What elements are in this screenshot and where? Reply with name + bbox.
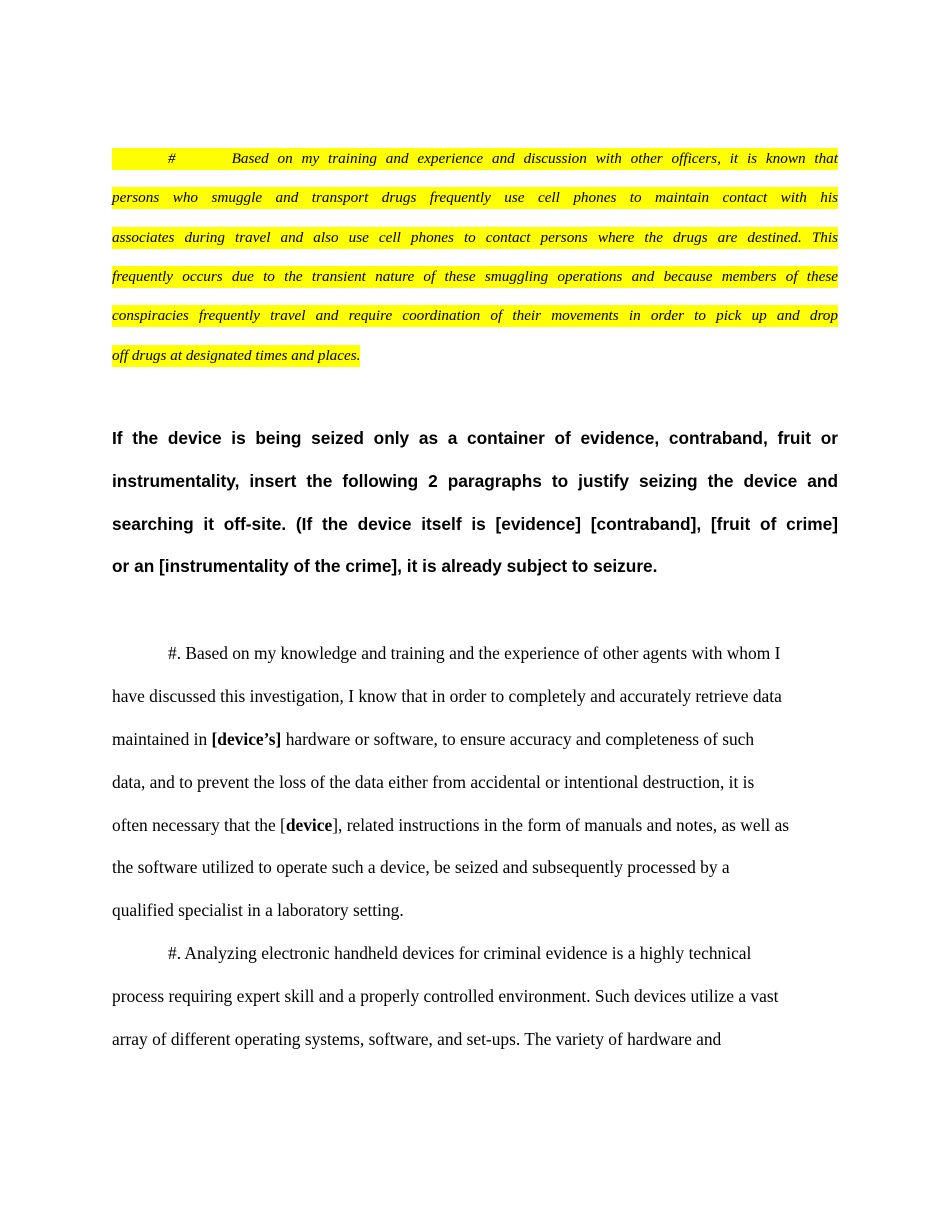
instruction-line-1: If the device is being seized only as a container of evidence, contraband, fruit or — [112, 428, 838, 448]
paragraph1-line-4: data, and to prevent the loss of the data either from accidental or intentional destruction, it is — [112, 772, 755, 792]
instruction-line-2: instrumentality, insert the following 2 paragraphs to justify seizing the device and — [112, 471, 838, 491]
paragraph2-line-1: #. Analyzing electronic handheld devices for criminal evidence is a highly technical — [168, 943, 752, 963]
paragraph-marker: # — [168, 150, 176, 167]
highlighted-line-2: persons who smuggle and transport drugs frequently use cell phones to maintain contact with his — [112, 187, 838, 209]
paragraph1-line-1: #. Based on my knowledge and training and the experience of other agents with whom I — [168, 643, 781, 663]
paragraph1-line-6: the software utilized to operate such a device, be seized and subsequently processed by a — [112, 857, 730, 877]
paragraph1-line-3: maintained in [device’s] hardware or software, to ensure accuracy and completeness of such — [112, 729, 755, 749]
highlighted-line-4: frequently occurs due to the transient nature of these smuggling operations and because members of these — [112, 266, 838, 288]
paragraph2-line-3: array of different operating systems, software, and set-ups. The variety of hardware and — [112, 1029, 722, 1049]
device-placeholder: device — [285, 815, 333, 835]
device-placeholder: [device’s] — [211, 729, 282, 749]
paragraph1-line-2: have discussed this investigation, I know that in order to completely and accurately retrieve data — [112, 686, 782, 706]
paragraph1-line-5: often necessary that the [device], related instructions in the form of manuals and notes, as well as — [112, 815, 790, 835]
instruction-line-4: or an [instrumentality of the crime], it is already subject to seizure. — [112, 556, 658, 576]
paragraph2-line-2: process requiring expert skill and a properly controlled environment. Such devices utilize a vast — [112, 986, 779, 1006]
highlighted-line-5: conspiracies frequently travel and require coordination of their movements in order to pick up and drop — [112, 305, 838, 327]
highlighted-line-3: associates during travel and also use cell phones to contact persons where the drugs are destined. This — [112, 227, 838, 249]
instruction-line-3: searching it off-site. (If the device itself is [evidence] [contraband], [fruit of crime] — [112, 514, 838, 534]
paragraph1-line-7: qualified specialist in a laboratory setting. — [112, 900, 404, 920]
highlighted-line-1: # Based on my training and experience and discussion with other officers, it is known that — [112, 148, 838, 170]
highlighted-line-6: off drugs at designated times and places. — [112, 345, 360, 367]
